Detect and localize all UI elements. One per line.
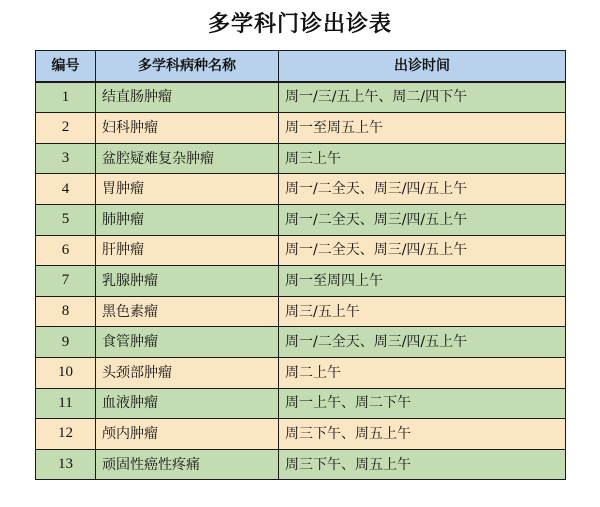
- row-number: 13: [36, 449, 96, 480]
- row-number: 1: [36, 82, 96, 113]
- row-number: 3: [36, 143, 96, 174]
- row-clinic-time: 周一/二全天、周三/四/五上午: [279, 174, 566, 205]
- header-number: 编号: [36, 51, 96, 82]
- table-header-row: [36, 51, 566, 82]
- row-disease-name: 颅内肿瘤: [96, 419, 279, 450]
- row-disease-name: 乳腺肿瘤: [96, 266, 279, 297]
- table-row: [36, 449, 566, 480]
- row-disease-name: 黑色素瘤: [96, 296, 279, 327]
- row-clinic-time: 周三上午: [279, 143, 566, 174]
- table-row: [36, 419, 566, 450]
- row-number: 12: [36, 419, 96, 450]
- row-number: 11: [36, 388, 96, 419]
- row-disease-name: 肝肿瘤: [96, 235, 279, 266]
- row-clinic-time: 周三下午、周五上午: [279, 449, 566, 480]
- row-clinic-time: 周一/二全天、周三/四/五上午: [279, 327, 566, 358]
- table-row: [36, 143, 566, 174]
- row-number: 6: [36, 235, 96, 266]
- row-clinic-time: 周一/三/五上午、周二/四下午: [279, 82, 566, 113]
- table-row: [36, 296, 566, 327]
- row-number: 7: [36, 266, 96, 297]
- row-disease-name: 肺肿瘤: [96, 204, 279, 235]
- table-row: [36, 82, 566, 113]
- table-row: [36, 388, 566, 419]
- table-row: [36, 357, 566, 388]
- row-clinic-time: 周一上午、周二下午: [279, 388, 566, 419]
- row-clinic-time: 周一至周四上午: [279, 266, 566, 297]
- table-row: [36, 235, 566, 266]
- row-number: 10: [36, 357, 96, 388]
- page-title: 多学科门诊出诊表: [207, 12, 392, 37]
- row-disease-name: 妇科肿瘤: [96, 113, 279, 144]
- row-disease-name: 胃肿瘤: [96, 174, 279, 205]
- row-number: 9: [36, 327, 96, 358]
- row-disease-name: 血液肿瘤: [96, 388, 279, 419]
- row-number: 4: [36, 174, 96, 205]
- row-disease-name: 顽固性癌性疼痛: [96, 449, 279, 480]
- row-clinic-time: 周一/二全天、周三/四/五上午: [279, 235, 566, 266]
- row-disease-name: 盆腔疑难复杂肿瘤: [96, 143, 279, 174]
- table-row: [36, 174, 566, 205]
- clinic-schedule-table: [35, 50, 566, 480]
- row-number: 8: [36, 296, 96, 327]
- header-clinic-time: 出诊时间: [279, 51, 566, 82]
- row-number: 2: [36, 113, 96, 144]
- table-row: [36, 327, 566, 358]
- row-disease-name: 食管肿瘤: [96, 327, 279, 358]
- row-clinic-time: 周一/二全天、周三/四/五上午: [279, 204, 566, 235]
- row-clinic-time: 周三/五上午: [279, 296, 566, 327]
- table-row: [36, 266, 566, 297]
- table-row: [36, 113, 566, 144]
- row-disease-name: 结直肠肿瘤: [96, 82, 279, 113]
- row-clinic-time: 周二上午: [279, 357, 566, 388]
- table-row: [36, 204, 566, 235]
- header-disease-name: 多学科病种名称: [96, 51, 279, 82]
- row-number: 5: [36, 204, 96, 235]
- row-clinic-time: 周三下午、周五上午: [279, 419, 566, 450]
- row-clinic-time: 周一至周五上午: [279, 113, 566, 144]
- row-disease-name: 头颈部肿瘤: [96, 357, 279, 388]
